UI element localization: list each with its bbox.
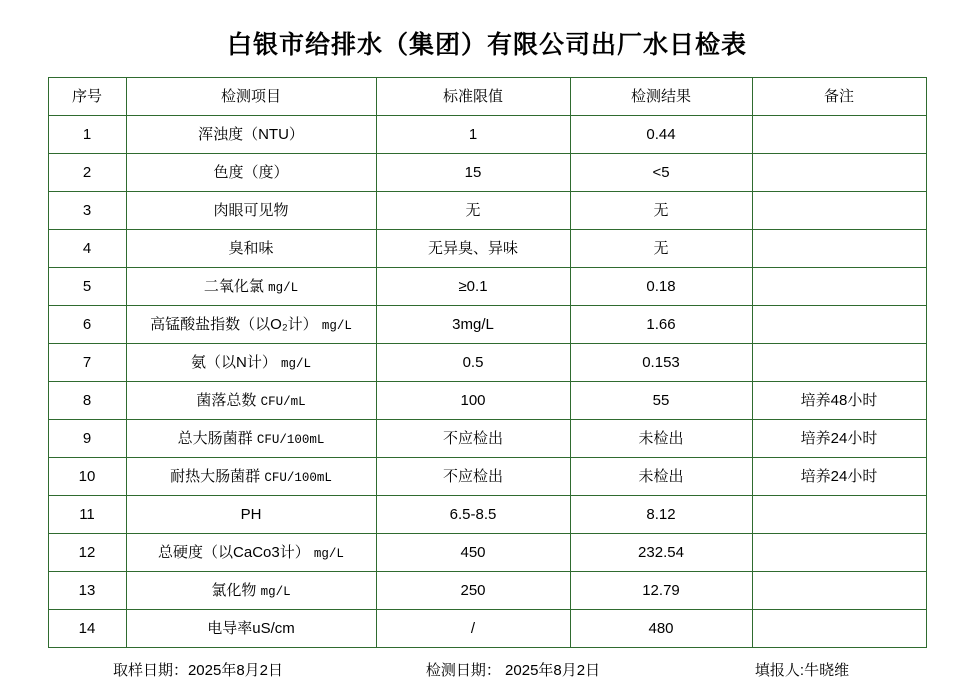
cell-item-name: 高锰酸盐指数（以O₂计） (150, 315, 318, 333)
cell-item-name: 臭和味 (228, 239, 274, 257)
cell-item-name: 电导率uS/cm (207, 619, 295, 637)
table-row (48, 344, 926, 382)
cell-no: 13 (48, 572, 126, 610)
cell-item-unit: mg/L (313, 546, 344, 561)
table-row (48, 534, 926, 572)
table-row (48, 154, 926, 192)
cell-result: 480 (570, 610, 752, 648)
cell-note (752, 306, 926, 344)
cell-item (126, 496, 376, 534)
cell-no: 5 (48, 268, 126, 306)
cell-item (126, 306, 376, 344)
cell-note (752, 268, 926, 306)
cell-item-name: 氯化物 (211, 581, 257, 599)
table-row (48, 496, 926, 534)
cell-item-name: 二氧化氯 (203, 277, 264, 295)
cell-item (126, 116, 376, 154)
column-header-no: 序号 (48, 78, 126, 116)
cell-item-unit: CFU/mL (260, 394, 306, 409)
cell-result: 0.44 (570, 116, 752, 154)
cell-item-unit: mg/L (268, 280, 299, 295)
cell-item (126, 534, 376, 572)
table-row (48, 306, 926, 344)
cell-item (126, 154, 376, 192)
cell-limit: 0.5 (376, 344, 570, 382)
cell-item-name: 总大肠菌群 (177, 429, 253, 447)
table-row (48, 268, 926, 306)
cell-result: 未检出 (570, 420, 752, 458)
cell-limit: 450 (376, 534, 570, 572)
cell-item-unit: mg/L (321, 318, 352, 333)
cell-no: 3 (48, 192, 126, 230)
column-header-limit: 标准限值 (376, 78, 570, 116)
cell-note (752, 610, 926, 648)
cell-result: 未检出 (570, 458, 752, 496)
cell-item-name: PH (240, 505, 262, 523)
cell-limit: 100 (376, 382, 570, 420)
cell-item (126, 610, 376, 648)
cell-limit: 250 (376, 572, 570, 610)
cell-note: 培养24小时 (752, 458, 926, 496)
cell-item-name: 总硬度（以CaCo3计） (158, 543, 310, 561)
reporter-name: 填报人:牛晓维 (754, 662, 850, 679)
footer (48, 648, 926, 680)
cell-note (752, 344, 926, 382)
table-body (48, 116, 926, 648)
cell-note (752, 496, 926, 534)
cell-item-name: 氨（以N计） (190, 353, 277, 371)
cell-limit: / (376, 610, 570, 648)
table-row (48, 230, 926, 268)
cell-limit: 无 (376, 192, 570, 230)
table-header-row (48, 78, 926, 116)
cell-note (752, 230, 926, 268)
cell-result: 无 (570, 192, 752, 230)
water-quality-table (48, 77, 927, 648)
cell-item-unit: mg/L (281, 356, 312, 371)
cell-note (752, 534, 926, 572)
cell-note (752, 572, 926, 610)
cell-no: 14 (48, 610, 126, 648)
cell-item-name: 浑浊度（NTU） (198, 125, 304, 143)
cell-result: 0.18 (570, 268, 752, 306)
sampling-date: 取样日期：2025年8月2日 (112, 662, 284, 679)
cell-result: 232.54 (570, 534, 752, 572)
cell-item (126, 382, 376, 420)
cell-result: 0.153 (570, 344, 752, 382)
cell-item (126, 572, 376, 610)
cell-note: 培养48小时 (752, 382, 926, 420)
cell-no: 9 (48, 420, 126, 458)
cell-item (126, 192, 376, 230)
cell-result: <5 (570, 154, 752, 192)
cell-limit: 1 (376, 116, 570, 154)
cell-item-name: 耐热大肠菌群 (170, 467, 261, 485)
cell-limit: 无异臭、异味 (376, 230, 570, 268)
page-title: 白银市给排水（集团）有限公司出厂水日检表 (226, 31, 747, 59)
cell-limit: 不应检出 (376, 458, 570, 496)
column-header-result: 检测结果 (570, 78, 752, 116)
cell-limit: 不应检出 (376, 420, 570, 458)
column-header-item: 检测项目 (126, 78, 376, 116)
cell-no: 7 (48, 344, 126, 382)
cell-limit: 15 (376, 154, 570, 192)
cell-note (752, 192, 926, 230)
cell-item (126, 420, 376, 458)
cell-note (752, 154, 926, 192)
cell-result: 55 (570, 382, 752, 420)
cell-item (126, 458, 376, 496)
cell-result: 8.12 (570, 496, 752, 534)
cell-no: 11 (48, 496, 126, 534)
cell-item-name: 菌落总数 (196, 391, 257, 409)
cell-limit: ≥0.1 (376, 268, 570, 306)
cell-result: 12.79 (570, 572, 752, 610)
column-header-note: 备注 (752, 78, 926, 116)
cell-no: 10 (48, 458, 126, 496)
cell-no: 12 (48, 534, 126, 572)
cell-item-unit: CFU/100mL (256, 432, 325, 447)
cell-item-unit: CFU/100mL (264, 470, 332, 485)
table-row (48, 572, 926, 610)
table-row (48, 116, 926, 154)
cell-no: 6 (48, 306, 126, 344)
cell-no: 4 (48, 230, 126, 268)
cell-note (752, 116, 926, 154)
cell-result: 1.66 (570, 306, 752, 344)
table-row (48, 382, 926, 420)
cell-no: 2 (48, 154, 126, 192)
table-row (48, 610, 926, 648)
cell-no: 8 (48, 382, 126, 420)
cell-note: 培养24小时 (752, 420, 926, 458)
cell-item-name: 色度（度） (213, 163, 289, 181)
cell-result: 无 (570, 230, 752, 268)
table-row (48, 420, 926, 458)
cell-item-name: 肉眼可见物 (213, 201, 289, 219)
cell-no: 1 (48, 116, 126, 154)
testing-date: 检测日期： 2025年8月2日 (425, 662, 601, 679)
cell-limit: 3mg/L (376, 306, 570, 344)
cell-item (126, 230, 376, 268)
cell-limit: 6.5-8.5 (376, 496, 570, 534)
table-row (48, 458, 926, 496)
table-row (48, 192, 926, 230)
cell-item (126, 268, 376, 306)
cell-item-unit: mg/L (260, 584, 291, 599)
cell-item (126, 344, 376, 382)
